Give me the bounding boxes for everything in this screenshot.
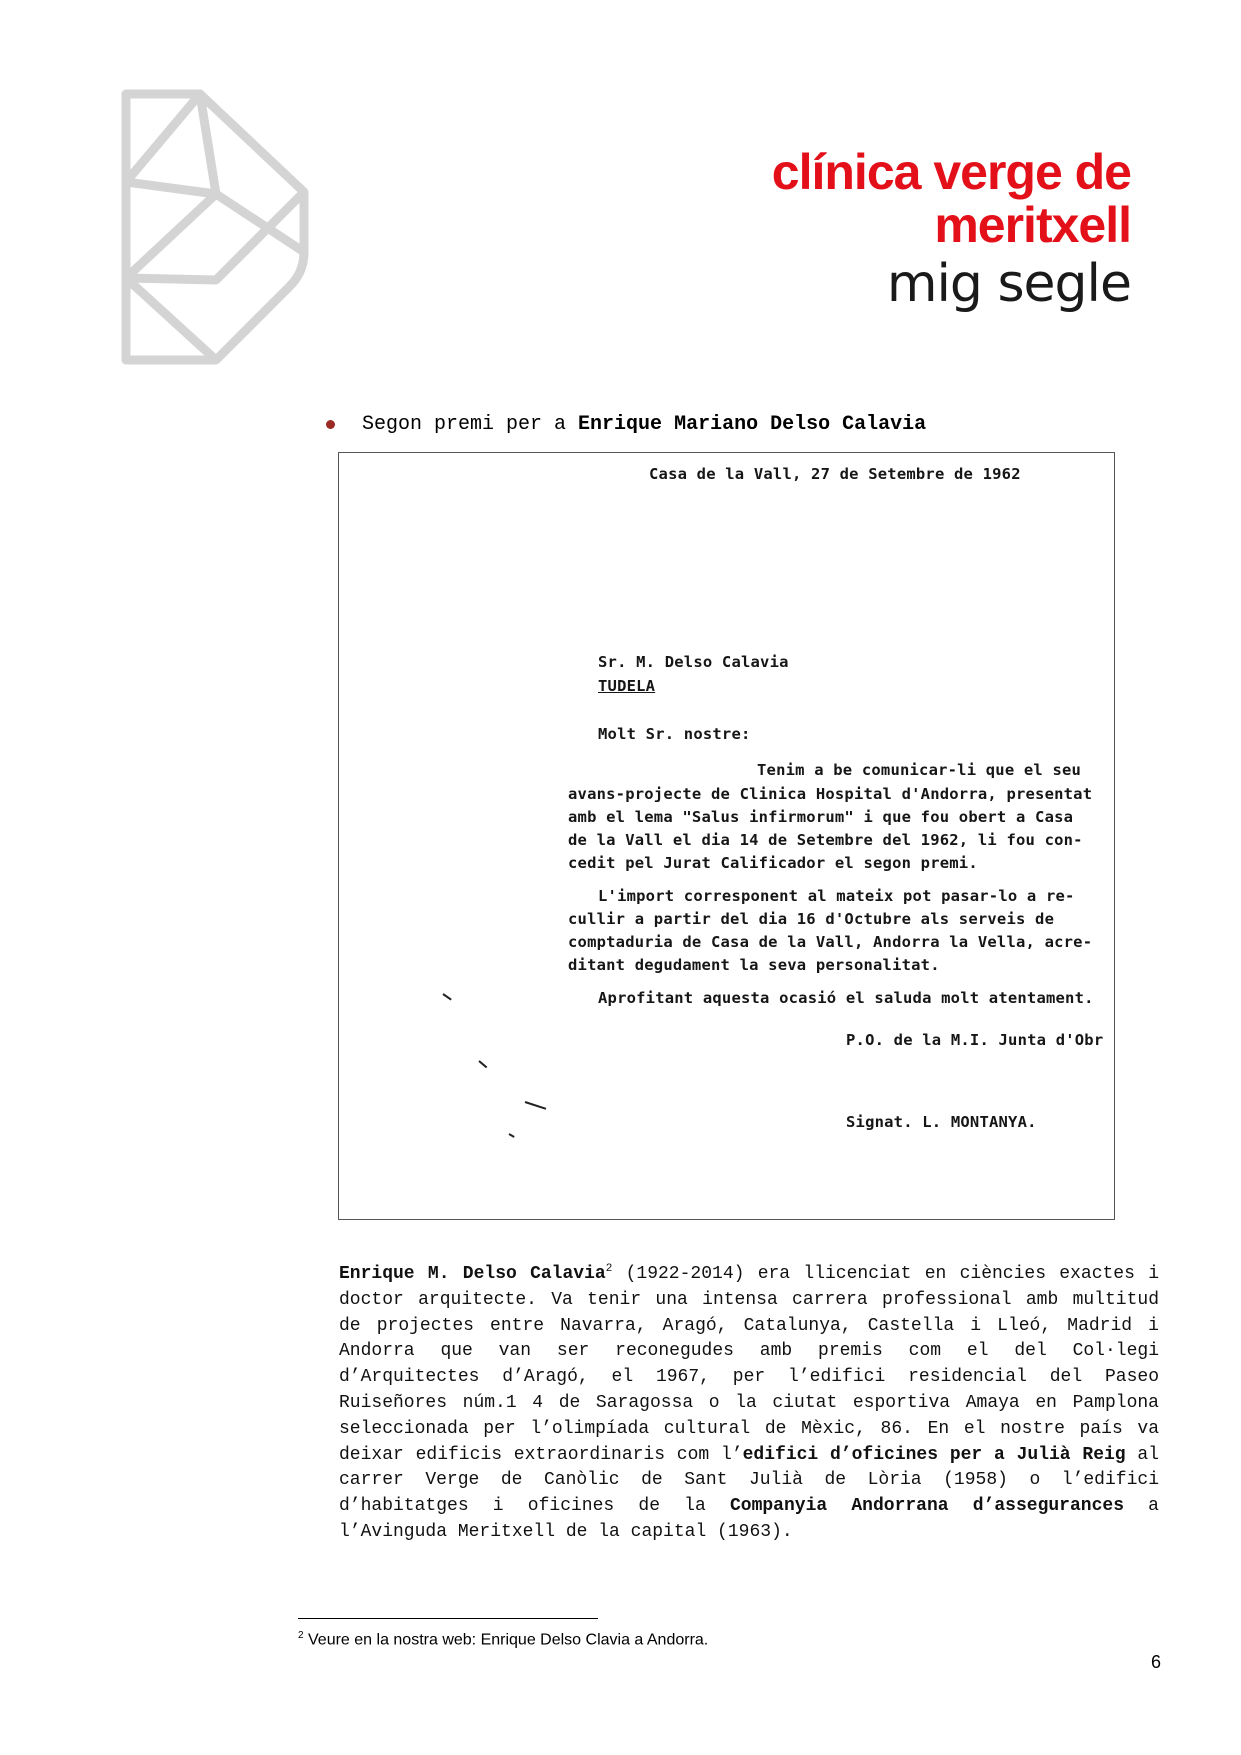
bullet-heading bbox=[362, 413, 926, 436]
document-title bbox=[772, 146, 1131, 312]
letter-body-line: de la Vall el dia 14 de Setembre del 1962, li fou con- bbox=[568, 831, 1083, 849]
bio-building-1: edifici d’oficines per a Julià Reig bbox=[742, 1444, 1126, 1465]
letter-body-line: L'import corresponent al mateix pot pasar-lo a re- bbox=[598, 887, 1075, 905]
biography-paragraph bbox=[339, 1262, 1159, 1546]
bio-text: (1922-2014) era llicenciat en ciències exactes i doctor arquitecte. Va tenir una intensa carrera professional amb multitud de projectes entre Navarra, Aragó, Catalunya, Castella i Lleó, Madrid i Andorra que van ser reconegudes amb premis com el del Col·legi d’Arquitectes d’Aragó, el 1967, per l’edifici residencial del Paseo Ruiseñores núm.1 4 de Saragossa o la ciutat esportiva Amaya en Pamplona seleccionada per l’olimpíada cultural de Mèxic, 86. En el nostre país va deixar edificis extraordinaris com l’ bbox=[339, 1264, 1159, 1465]
footnote bbox=[298, 1630, 708, 1649]
scan-mark bbox=[509, 1133, 515, 1138]
letter-body-line: comptaduria de Casa de la Vall, Andorra la Vella, acre- bbox=[568, 933, 1093, 951]
letter-body-line: Aprofitant aquesta ocasió el saluda molt atentament. bbox=[598, 989, 1094, 1007]
letter-body-line: avans-projecte de Clinica Hospital d'Andorra, presentat bbox=[568, 785, 1093, 803]
footnote-divider bbox=[298, 1618, 598, 1619]
title-line-1: clínica verge de bbox=[771, 144, 1131, 200]
letter-recipient: Sr. M. Delso Calavia bbox=[598, 653, 789, 671]
footnote-ref: 2 bbox=[605, 1263, 613, 1275]
title-line-2: meritxell bbox=[934, 196, 1131, 253]
page-number: 6 bbox=[1150, 1652, 1161, 1672]
letter-signature: Signat. L. MONTANYA. bbox=[846, 1113, 1037, 1131]
letter-body-line: ditant degudament la seva personalitat. bbox=[568, 956, 940, 974]
subtitle: mig segle bbox=[886, 254, 1131, 314]
bullet-icon bbox=[326, 420, 335, 429]
letter-body-line: cullir a partir del dia 16 d'Octubre als serveis de bbox=[568, 910, 1055, 928]
letter-body-line: amb el lema "Salus infirmorum" i que fou obert a Casa bbox=[568, 808, 1074, 826]
bullet-prefix: Segon premi per a bbox=[362, 413, 579, 436]
letter-salutation: Molt Sr. nostre: bbox=[598, 725, 751, 743]
letter-city: TUDELA bbox=[598, 677, 656, 695]
letter-po-line: P.O. de la M.I. Junta d'Obr bbox=[846, 1031, 1104, 1049]
scan-mark bbox=[525, 1101, 547, 1110]
footnote-text: Veure en la nostra web: Enrique Delso Clavia a Andorra. bbox=[303, 1631, 709, 1649]
bio-text: a l’Avinguda Meritxell de la capital (1963). bbox=[339, 1496, 1159, 1542]
scanned-letter bbox=[338, 452, 1115, 1220]
letter-date: Casa de la Vall, 27 de Setembre de 1962 bbox=[649, 465, 1021, 483]
bio-text: al carrer Verge de Canòlic de Sant Julià de Lòria (1958) o l’edifici d’habitatges i oficines de la bbox=[339, 1444, 1160, 1517]
bio-building-2: Companyia Andorrana d’assegurances bbox=[729, 1496, 1124, 1517]
clinic-logo-icon bbox=[118, 86, 318, 368]
scan-mark bbox=[442, 993, 451, 1000]
bullet-name: Enrique Mariano Delso Calavia bbox=[578, 413, 927, 436]
bio-name: Enrique M. Delso Calavia bbox=[339, 1264, 606, 1284]
footnote-number: 2 bbox=[298, 1630, 304, 1641]
letter-body-line: Tenim a be comunicar-li que el seu bbox=[757, 761, 1082, 779]
letter-body-line: cedit pel Jurat Calificador el segon premi. bbox=[568, 854, 978, 872]
scan-mark bbox=[478, 1060, 487, 1068]
